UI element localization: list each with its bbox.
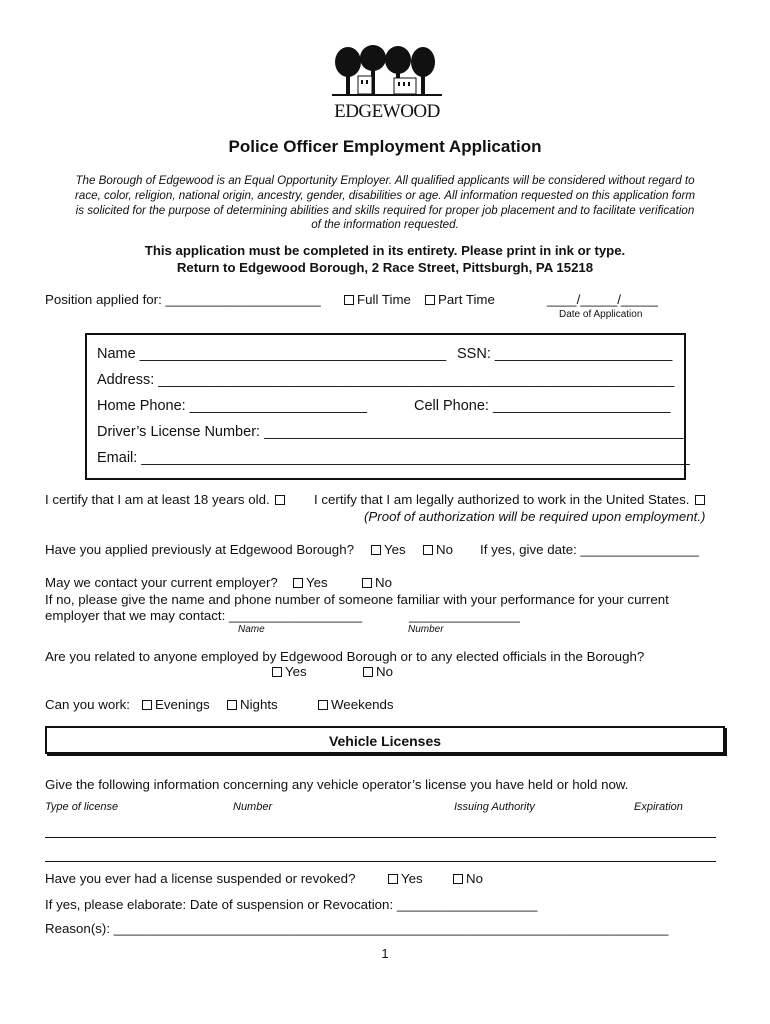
checkbox-icon — [142, 700, 152, 710]
instruction-line-1: This application must be completed in its entirety. Please print in ink or type. — [144, 243, 626, 258]
number-caption: Number — [408, 624, 444, 635]
trees-icon — [332, 44, 442, 96]
suspended-yes-checkbox[interactable] — [388, 871, 423, 886]
part-time-checkbox[interactable] — [425, 292, 495, 307]
email-field[interactable]: Email: ____________________________________________________________________ — [97, 450, 690, 466]
yes-label: Yes — [285, 664, 307, 679]
suspension-date-field[interactable]: If yes, please elaborate: Date of suspension or Revocation: ___________________ — [45, 897, 538, 912]
nights-label: Nights — [240, 697, 278, 712]
applied-before-date-field[interactable]: If yes, give date: ________________ — [480, 542, 699, 557]
no-label: No — [376, 664, 393, 679]
eeo-line-4: of the information requested. — [311, 218, 459, 231]
age-certify-checkbox[interactable] — [45, 492, 288, 507]
license-entry-row-2[interactable] — [45, 848, 716, 862]
page-number: 1 — [381, 946, 389, 961]
drivers-license-field[interactable]: Driver’s License Number: ____________________________________________________ — [97, 424, 684, 440]
column-expiration: Expiration — [634, 801, 683, 813]
checkbox-icon — [453, 874, 463, 884]
contact-employer-text-1: If no, please give the name and phone number of someone familiar with your performance for your current — [45, 592, 669, 607]
checkbox-icon — [425, 295, 435, 305]
checkbox-icon — [293, 578, 303, 588]
checkbox-icon — [388, 874, 398, 884]
no-label: No — [466, 871, 483, 886]
eeo-line-3: is solicited for the purpose of determining abilities and skills required for proper job placement and to facilitate verification — [75, 204, 695, 217]
logo — [332, 44, 442, 122]
contact-employer-no-checkbox[interactable] — [362, 575, 392, 590]
suspended-question: Have you ever had a license suspended or revoked? — [45, 871, 356, 886]
reasons-field[interactable]: Reason(s): ___________________________________________________________________________ — [45, 921, 669, 936]
alternate-contact-name-field[interactable]: employer that we may contact: __________________ — [45, 608, 363, 623]
ssn-field[interactable]: SSN: ______________________ — [457, 346, 673, 362]
applied-before-yes-checkbox[interactable] — [371, 542, 406, 557]
checkbox-icon — [371, 545, 381, 555]
contact-employer-question: May we contact your current employer? — [45, 575, 278, 590]
vehicle-licenses-heading: Vehicle Licenses — [328, 733, 442, 749]
related-no-checkbox[interactable] — [363, 664, 393, 679]
checkbox-icon — [275, 495, 285, 505]
column-type-of-license: Type of license — [45, 801, 119, 813]
contact-employer-yes-checkbox[interactable] — [293, 575, 328, 590]
part-time-label: Part Time — [438, 292, 495, 307]
checkbox-icon — [318, 700, 328, 710]
evenings-checkbox[interactable] — [142, 697, 210, 712]
page-title: Police Officer Employment Application — [228, 137, 542, 156]
evenings-label: Evenings — [155, 697, 210, 712]
no-label: No — [375, 575, 392, 590]
checkbox-icon — [363, 667, 373, 677]
eeo-line-1: The Borough of Edgewood is an Equal Opportunity Employer. All qualified applicants will be considered without regard to — [75, 174, 695, 187]
instruction-line-2: Return to Edgewood Borough, 2 Race Street, Pittsburgh, PA 15218 — [176, 260, 594, 275]
address-field[interactable]: Address: ________________________________________________________________ — [97, 372, 675, 388]
checkbox-icon — [272, 667, 282, 677]
related-question: Are you related to anyone employed by Edgewood Borough or to any elected officials in the Borough? — [45, 649, 645, 664]
nights-checkbox[interactable] — [227, 697, 278, 712]
home-phone-field[interactable]: Home Phone: ______________________ — [97, 398, 368, 414]
applied-before-question: Have you applied previously at Edgewood Borough? — [45, 542, 354, 557]
column-number: Number — [233, 801, 273, 813]
related-yes-checkbox[interactable] — [272, 664, 307, 679]
license-entry-row-1[interactable] — [45, 824, 716, 838]
alternate-contact-number-field[interactable]: _______________ — [409, 608, 520, 623]
yes-label: Yes — [306, 575, 328, 590]
cell-phone-field[interactable]: Cell Phone: ______________________ — [414, 398, 671, 414]
age-certify-label: I certify that I am at least 18 years old. — [45, 492, 270, 507]
no-label: No — [436, 542, 453, 557]
availability-label: Can you work: — [45, 697, 130, 712]
position-applied-field[interactable]: Position applied for: _____________________ — [45, 292, 321, 307]
work-authorized-label: I certify that I am legally authorized to work in the United States. — [314, 492, 690, 507]
name-caption: Name — [238, 624, 265, 635]
date-of-application-field[interactable]: ____/_____/_____ — [547, 292, 658, 307]
applied-before-no-checkbox[interactable] — [423, 542, 453, 557]
yes-label: Yes — [384, 542, 406, 557]
weekends-label: Weekends — [331, 697, 394, 712]
suspended-no-checkbox[interactable] — [453, 871, 483, 886]
proof-note: (Proof of authorization will be required upon employment.) — [364, 509, 706, 524]
weekends-checkbox[interactable] — [318, 697, 394, 712]
checkbox-icon — [227, 700, 237, 710]
full-time-label: Full Time — [357, 292, 411, 307]
vehicle-intro: Give the following information concerning any vehicle operator’s license you have held or hold now. — [45, 777, 629, 792]
column-issuing-authority: Issuing Authority — [454, 801, 535, 813]
eeo-line-2: race, color, religion, national origin, ancestry, gender, disabilities or age. All information requested on this application form — [75, 189, 695, 202]
checkbox-icon — [423, 545, 433, 555]
name-field[interactable]: Name ______________________________________ — [97, 346, 447, 362]
work-authorized-checkbox[interactable] — [314, 492, 708, 507]
checkbox-icon — [695, 495, 705, 505]
checkbox-icon — [362, 578, 372, 588]
full-time-checkbox[interactable] — [344, 292, 411, 307]
logo-text: EDGEWOOD — [334, 101, 440, 122]
yes-label: Yes — [401, 871, 423, 886]
checkbox-icon — [344, 295, 354, 305]
date-of-application-caption: Date of Application — [559, 309, 643, 320]
